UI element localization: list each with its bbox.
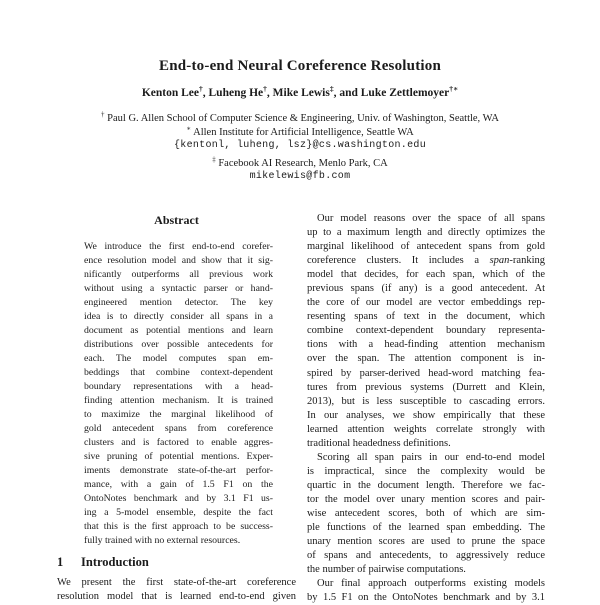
text-line: Our final approach outperforms existing models [317, 578, 545, 590]
affiliation-mark: ∗ [186, 124, 192, 132]
text-line: engineered mention detector. The key [84, 297, 273, 308]
text-line: resolution model that is learned end-to-end given [57, 591, 296, 603]
text-line: In our analyses, we show empirically that these [307, 409, 545, 421]
text-line: document as potential mentions and learn [84, 325, 273, 336]
abstract-heading: Abstract [154, 213, 199, 227]
text-line: 2013), but is less susceptible to cascading errors. [307, 395, 545, 407]
text-line: boundary representations with a head- [84, 381, 273, 392]
text-line: tions with a head-finding attention mechanism [307, 339, 545, 351]
text-line: over the span. The attention component is in- [307, 353, 545, 365]
text-line: sive pruning of potential mentions. Exper- [84, 451, 273, 462]
text-line: combine context-dependent boundary representa- [307, 325, 545, 337]
section-number: 1 [57, 555, 64, 569]
author-name: Kenton Lee [141, 87, 200, 99]
text-line: beddings that combine context-dependent [84, 367, 273, 378]
text-line: without using a syntactic parser or hand- [84, 283, 273, 294]
author-affiliation-mark: ‡ [329, 84, 334, 94]
affiliation-line: † Paul G. Allen School of Computer Science & Engineering, Univ. of Washington, Seattle, WA [101, 110, 499, 124]
text-line: idea is to directly consider all spans in a [84, 311, 273, 322]
text-line: distributions over possible antecedents for [84, 339, 273, 350]
text-line: quartic in the document length. Therefore we fac- [307, 479, 545, 491]
text-line: ence resolution model and show that it sig- [84, 255, 273, 266]
text-line: coreference clusters. It includes a span-ranking [307, 255, 545, 267]
text-line: learned attention weights correlate strongly with [307, 423, 545, 435]
affiliation-mark: ‡ [212, 155, 216, 163]
affiliation-line: ‡ Facebook AI Research, Menlo Park, CA [212, 155, 388, 169]
text-line: ple functions of the learned span embedding. The [307, 522, 545, 534]
author-name: Luheng He [208, 87, 264, 99]
abstract-text [84, 240, 273, 548]
affiliation-line: ∗ Allen Institute for Artificial Intelligence, Seattle WA [186, 124, 414, 138]
text-line: Our model reasons over the space of all spans [317, 213, 545, 224]
text-line: that this is the first approach to be success- [84, 521, 273, 532]
text-line: mance, with a gain of 1.5 F1 on the [84, 479, 273, 490]
text-line: marginal likelihood of antecedent spans from gold [307, 241, 545, 253]
text-line: finding attention mechanism. It is trained [84, 395, 273, 406]
text-line: gold antecedent spans from coreference [84, 423, 273, 434]
text-line: We introduce the first end-to-end corefer- [84, 241, 273, 252]
text-line: wise antecedent scores, both of which are sim- [307, 507, 545, 519]
text-line: is impractical, since the complexity would be [307, 465, 545, 477]
text-line: tor the model over unary mention scores and pair- [307, 493, 545, 505]
author-affiliation-mark: †∗ [449, 84, 459, 94]
text-line: the number of pairwise computations. [307, 564, 466, 576]
text-line: We present the first state-of-the-art coreference [57, 577, 296, 588]
right-column [307, 212, 545, 605]
right-column-text [307, 212, 545, 605]
text-line: iments demonstrate state-of-the-art perfor- [84, 465, 273, 476]
text-line: model that decides, for each span, which of the [307, 269, 545, 281]
text-line: spired by parser-derived head-word matching fea- [307, 367, 545, 379]
affiliation-mark: † [101, 110, 105, 119]
text-line: the core of our model are vector embeddings rep- [307, 297, 545, 309]
text-line: resenting spans of text in the document, which [307, 311, 545, 323]
author-affiliation-mark: † [199, 84, 203, 94]
author-line: Kenton Lee†, Luheng He†, Mike Lewis‡, and Luke Zettlemoyer†∗ [141, 84, 459, 99]
affiliations-block [0, 112, 600, 184]
text-line: traditional headedness definitions. [307, 437, 451, 449]
text-line: clusters and is factored to enable aggres- [84, 437, 273, 448]
text-line: to maximize the marginal likelihood of [84, 409, 273, 420]
section-heading-introduction [57, 555, 296, 570]
section-title: Introduction [81, 555, 149, 569]
text-line: Scoring all span pairs in our end-to-end model [317, 451, 545, 463]
text-line: up to a maximum length and directly optimizes the [307, 227, 545, 239]
left-column [57, 212, 296, 604]
author-name: Mike Lewis [272, 87, 330, 99]
paper-title: End-to-end Neural Coreference Resolution [159, 58, 441, 74]
text-line: fully trained with no external resources. [84, 535, 241, 546]
author-affiliation-mark: † [263, 84, 267, 94]
text-line: by 1.5 F1 on the OntoNotes benchmark and by 3.1 [307, 592, 545, 604]
text-line: of spans and antecedents, to aggressively reduce [307, 550, 545, 562]
email-line: mikelewis@fb.com [249, 171, 351, 182]
text-line: tures from previous systems (Durrett and Klein, [307, 381, 545, 393]
text-line: OntoNotes benchmark and by 3.1 F1 us- [84, 493, 273, 504]
email-line: {kentonl, luheng, lsz}@cs.washington.edu [173, 140, 427, 151]
text-line: each. The model computes span em- [84, 353, 273, 364]
author-name: Luke Zettlemoyer [360, 87, 450, 99]
text-line: nificantly outperforms all previous work [84, 269, 273, 280]
text-line: unary mention scores are used to prune the space [307, 536, 545, 548]
text-line: ing a 5-model ensemble, despite the fact [84, 507, 273, 518]
text-line: previous spans (if any) is a good antecedent. At [307, 283, 545, 295]
